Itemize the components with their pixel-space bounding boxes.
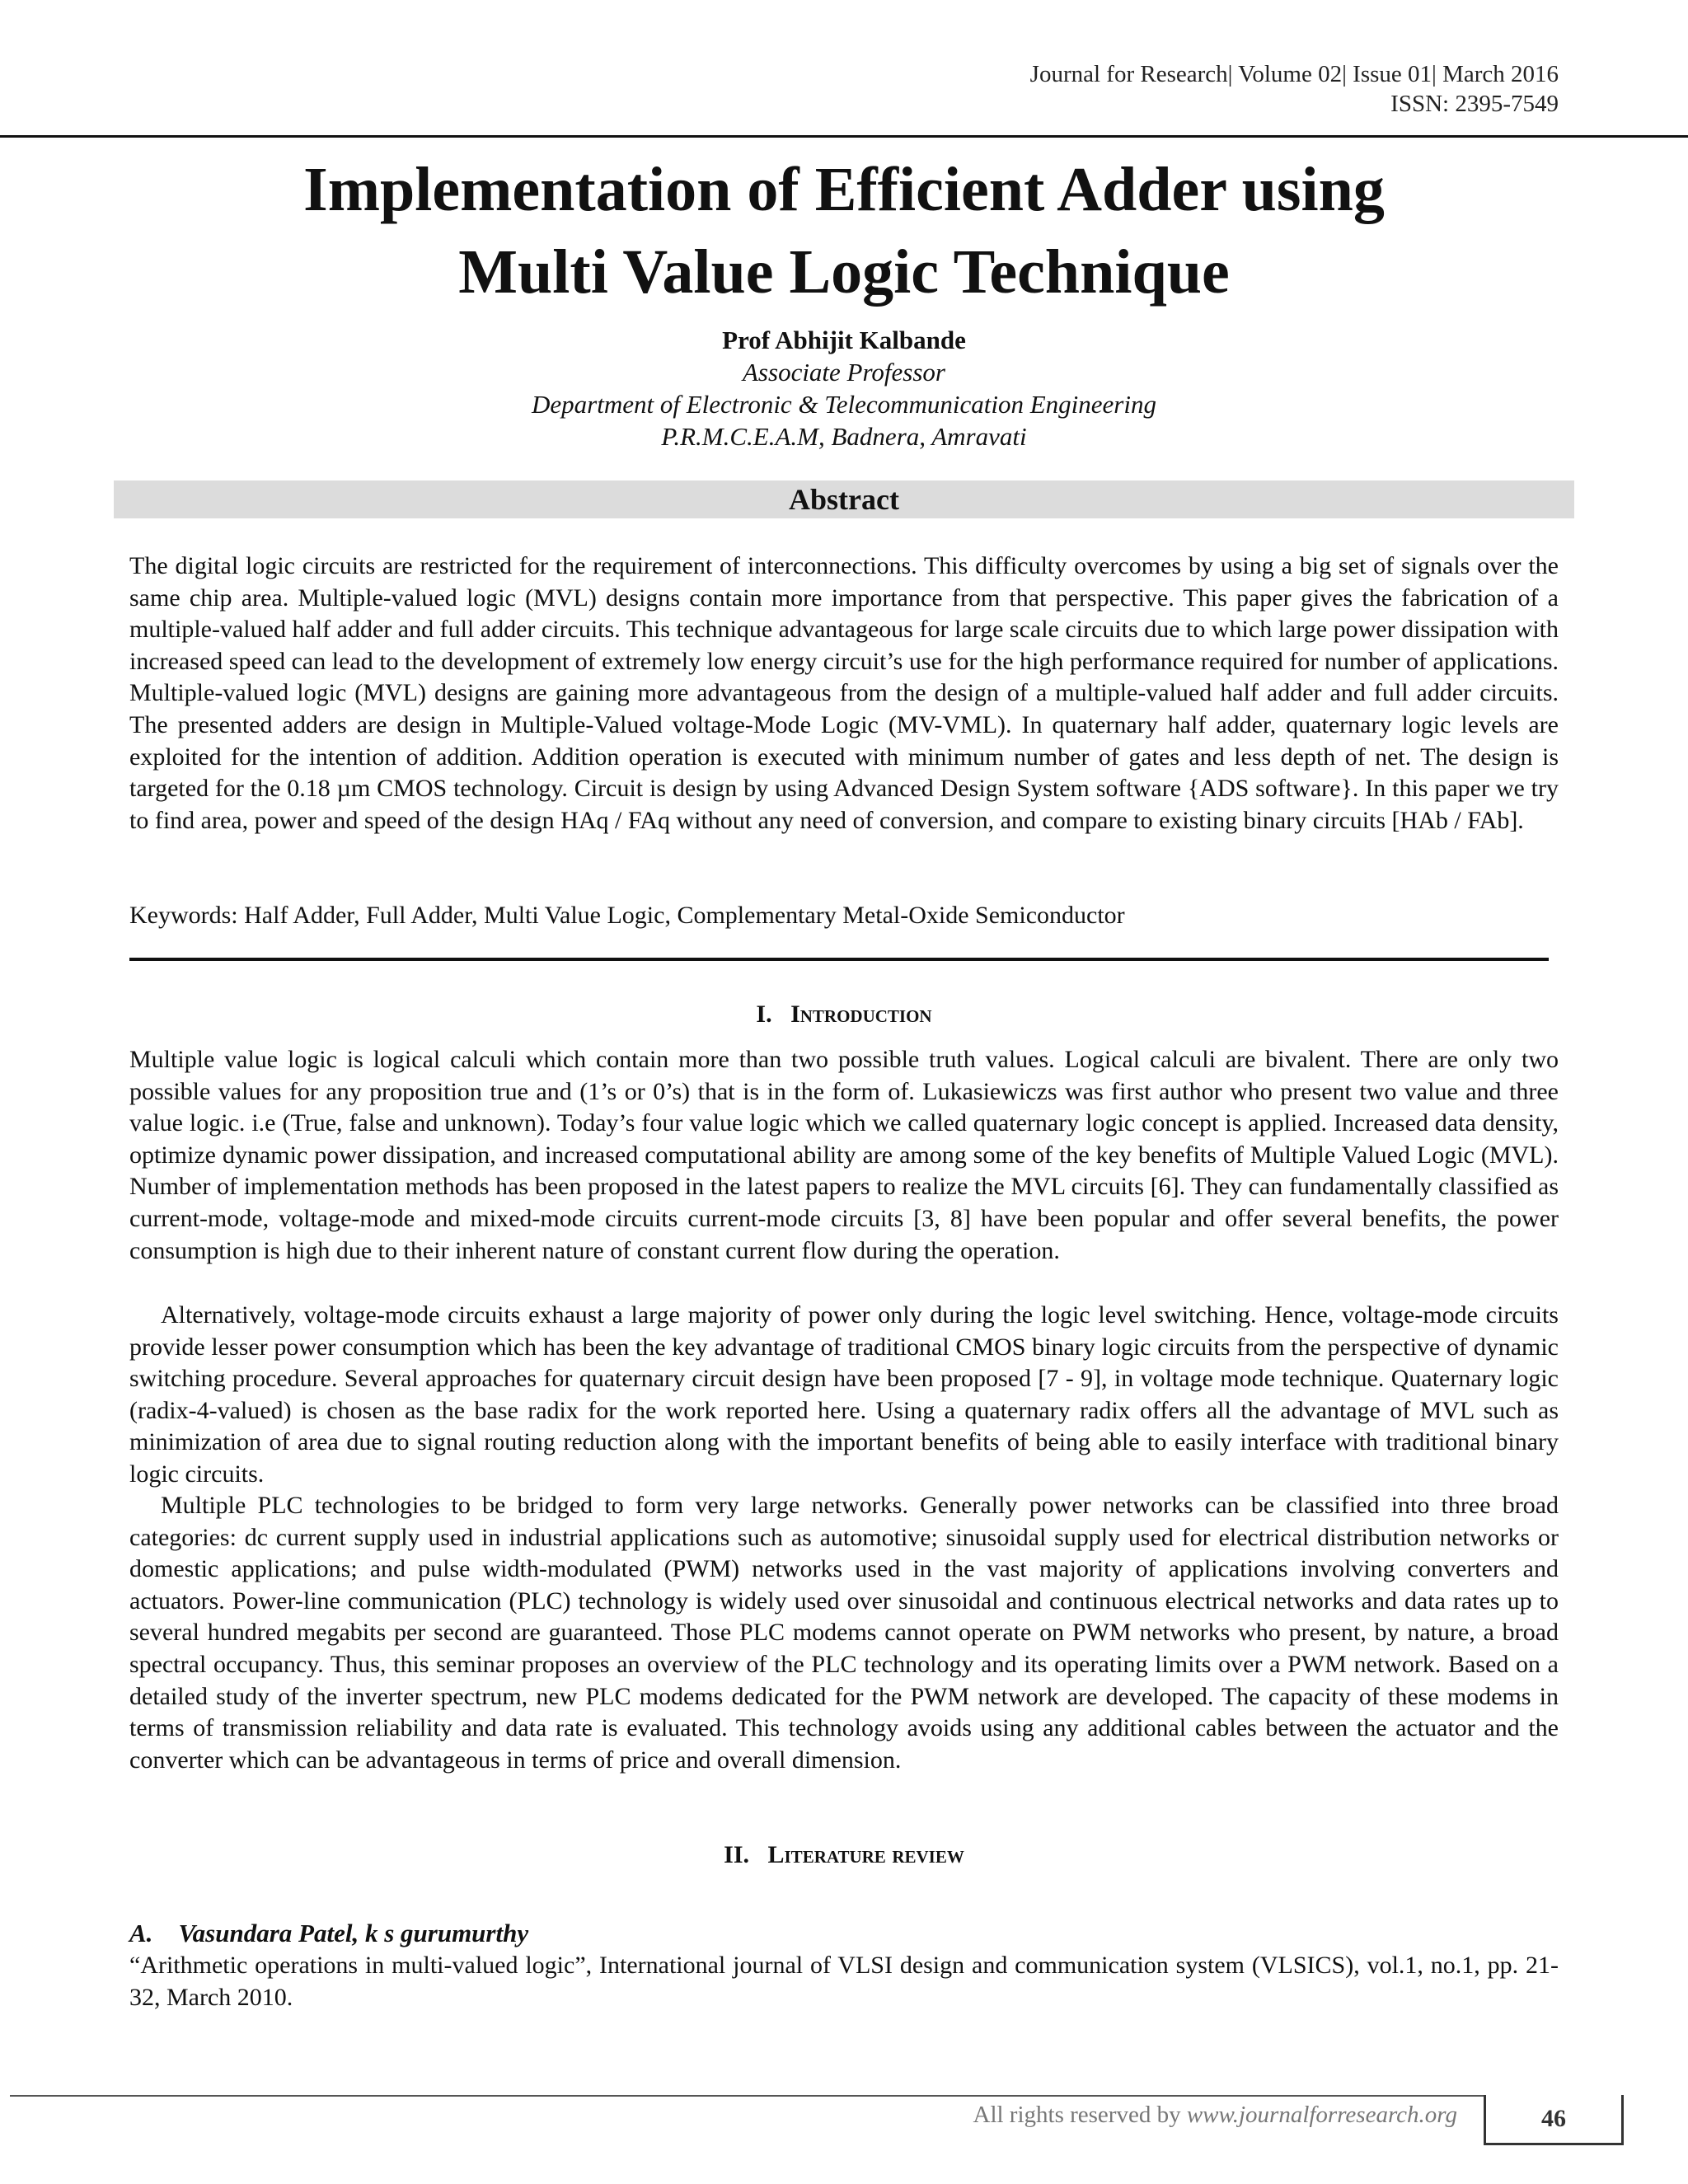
- section-number: I.: [756, 1001, 772, 1028]
- section-title: Introduction: [790, 1001, 932, 1028]
- abstract-heading: Abstract: [114, 480, 1574, 518]
- intro-paragraph-3: Multiple PLC technologies to be bridged to form very large networks. Generally power networks can be classified into three broad categories: dc current supply used in industrial applications such as automotive; sinusoidal supply used for electrical distribution networks or domestic applications; and pulse width-modulated (PWM) networks used in the vast majority of applications involving converters and actuators. Power-line communication (PLC) technology is widely used over sinusoidal and continuous electrical networks and data rates up to several hundred megabits per second are guaranteed. Those PLC modems cannot operate on PWM networks who present, by nature, a broad spectral occupancy. Thus, this seminar proposes an overview of the PLC technology and its operating limits over a PWM network. Based on a detailed study of the inverter spectrum, new PLC modems dedicated for the PWM network are developed. The capacity of these modems in terms of transmission reliability and data rate is evaluated. This technology avoids using any additional cables between the actuator and the converter which can be advantageous in terms of price and overall dimension.: [129, 1492, 1559, 1774]
- author-block: [115, 324, 1573, 452]
- footer-link[interactable]: www.journalforresearch.org: [1186, 2102, 1457, 2128]
- header-rule: [0, 135, 1688, 138]
- author-name: Prof Abhijit Kalbande: [722, 326, 966, 354]
- issn: ISSN: 2395-7549: [1390, 91, 1559, 117]
- footer-rule: [10, 2095, 1485, 2097]
- footer-rights: [973, 2100, 1458, 2130]
- section-heading-literature-review: [129, 1840, 1559, 1871]
- journal-line: Journal for Research| Volume 02| Issue 01| March 2016: [1029, 61, 1559, 87]
- keywords: Keywords: Half Adder, Full Adder, Multi Value Logic, Complementary Metal-Oxide Semiconductor: [129, 902, 1125, 929]
- paper-title: [115, 148, 1573, 313]
- reference-text: “Arithmetic operations in multi-valued logic”, International journal of VLSI design and communication system (VLSICS), vol.1, no.1, pp. 21-32, March 2010.: [129, 1952, 1559, 2011]
- subsection-label: A.: [129, 1919, 153, 1947]
- subsection-heading: [129, 1918, 528, 1949]
- section-divider: [129, 958, 1549, 961]
- intro-paragraph-1: Multiple value logic is logical calculi which contain more than two possible truth values. Logical calculi are bivalent. There are only two possible values for any proposition true and (1’s or 0’s) that is in the form of. Lukasiewiczs was first author who present two value and three value logic. i.e (True, false and unknown). Today’s four value logic which we called quaternary logic concept is applied. Increased data density, optimize dynamic power dissipation, and increased computational ability are among some of the key benefits of Multiple Valued Logic (MVL). Number of implementation methods has been proposed in the latest papers to realize the MVL circuits [6]. They can fundamentally classified as current-mode, voltage-mode and mixed-mode circuits current-mode circuits [3, 8] have been popular and offer several benefits, the power consumption is high due to their inherent nature of constant current flow during the operation.: [129, 1046, 1559, 1264]
- author-department: Department of Electronic & Telecommunication Engineering: [532, 390, 1156, 419]
- abstract-text: The digital logic circuits are restricted for the requirement of interconnections. This difficulty overcomes by using a big set of signals over the same chip area. Multiple-valued logic (MVL) designs contain more importance from that perspective. This paper gives the fabrication of a multiple-valued half adder and full adder circuits. This technique advantageous for large scale circuits due to which large power dissipation with increased speed can lead to the development of extremely low energy circuit’s use for the high performance required for number of applications. Multiple-valued logic (MVL) designs are gaining more advantageous from the design of a multiple-valued half adder and full adder circuits. The presented adders are design in Multiple-Valued voltage-Mode Logic (MV-VML). In quaternary half adder, quaternary logic levels are exploited for the intention of addition. Addition operation is executed with minimum number of gates and less depth of net. The design is targeted for the 0.18 µm CMOS technology. Circuit is design by using Advanced Design System software {ADS software}. In this paper we try to find area, power and speed of the design HAq / FAq without any need of conversion, and compare to existing binary circuits [HAb / FAb].: [129, 552, 1559, 834]
- section-title: Literature review: [767, 1841, 964, 1868]
- page-number: 46: [1484, 2095, 1624, 2145]
- intro-paragraph-2: Alternatively, voltage-mode circuits exhaust a large majority of power only during the logic level switching. Hence, voltage-mode circuits provide lesser power consumption which has been the key advantage of traditional CMOS binary logic circuits from the perspective of dynamic switching procedure. Several approaches for quaternary circuit design have been proposed [7 - 9], in voltage mode technique. Quaternary logic (radix-4-valued) is chosen as the base radix for the work reported here. Using a quaternary radix offers all the advantage of MVL such as minimization of area due to signal routing reduction along with the important benefits of being able to easily interface with traditional binary logic circuits.: [129, 1301, 1559, 1488]
- rights-text: All rights reserved by: [973, 2102, 1181, 2128]
- author-position: Associate Professor: [743, 358, 945, 387]
- author-institution: P.R.M.C.E.A.M, Badnera, Amravati: [661, 422, 1027, 451]
- title-line-2: Multi Value Logic Technique: [458, 237, 1230, 307]
- subsection-title: Vasundara Patel, k s gurumurthy: [178, 1919, 529, 1947]
- section-number: II.: [724, 1841, 749, 1868]
- title-line-1: Implementation of Efficient Adder using: [303, 155, 1385, 224]
- running-header: [1030, 59, 1559, 119]
- section-heading-introduction: [129, 999, 1559, 1030]
